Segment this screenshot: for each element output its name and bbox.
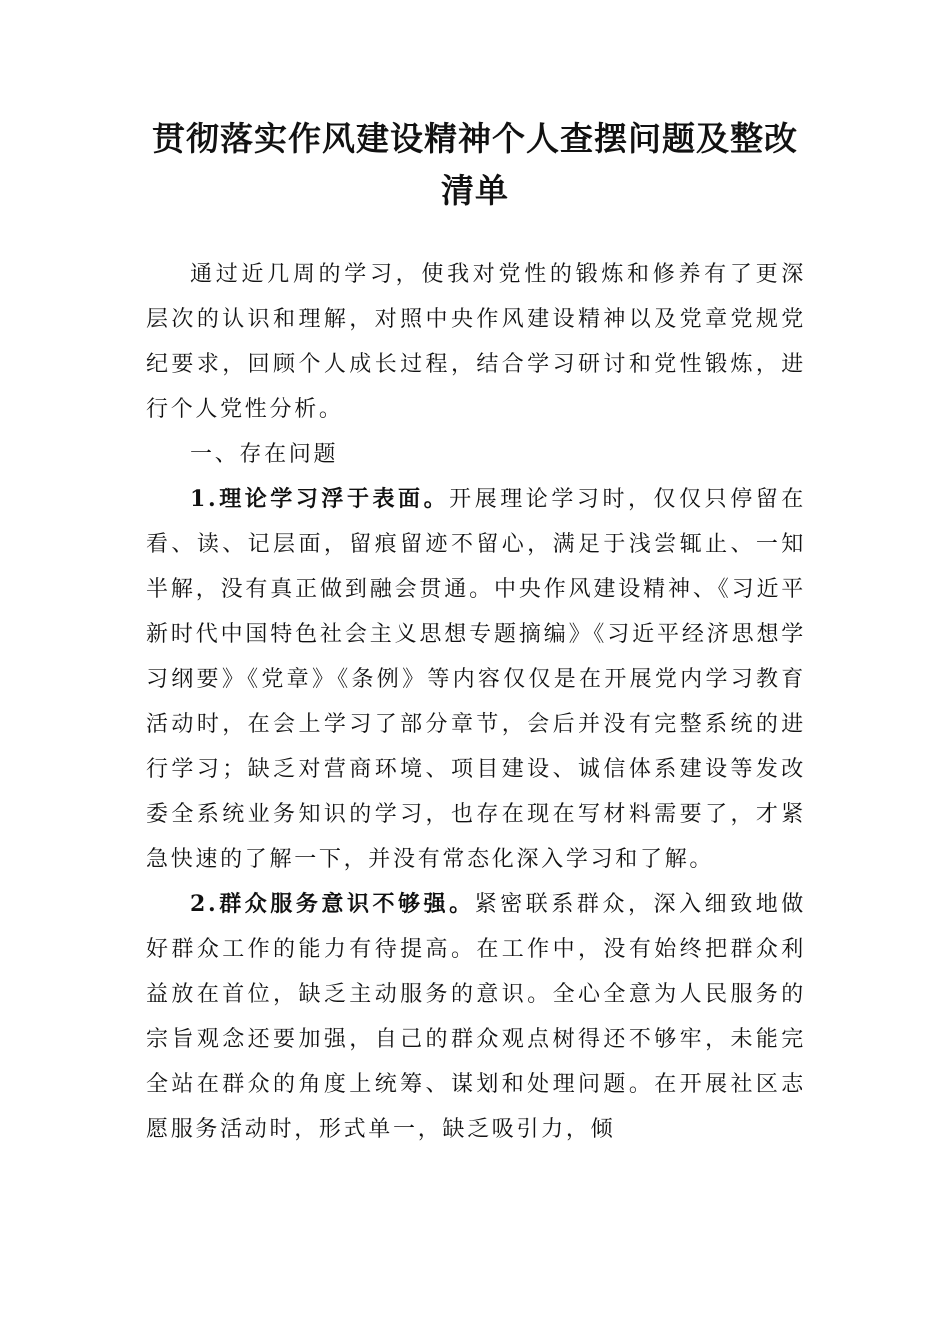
section-heading-problems: 一、存在问题 [190, 442, 339, 467]
document-body [146, 252, 806, 1152]
problem-item-2-text: 紧密联系群众，深入细致地做好群众工作的能力有待提高。在工作中，没有始终把群众利益放在首位，缺乏主动服务的意识。全心全意为人民服务的宗旨观念还要加强，自己的群众观点树得还不够牢，未能完全站在群众的角度上统筹、谋划和处理问题。在开展社区志愿服务活动时，形式单一，缺乏吸引力，倾 [146, 892, 806, 1142]
problem-item-1 [146, 477, 806, 882]
intro-paragraph: 通过近几周的学习，使我对党性的锻炼和修养有了更深层次的认识和理解，对照中央作风建设精神以及党章党规党纪要求，回顾个人成长过程，结合学习研讨和党性锻炼，进行个人党性分析。 [146, 262, 806, 422]
document-title: 贯彻落实作风建设精神个人查摆问题及整改清单 [152, 119, 798, 210]
problem-item-2 [146, 882, 806, 1152]
problem-item-2-lead: 2.群众服务意识不够强。 [190, 891, 475, 917]
problem-item-1-text: 开展理论学习时，仅仅只停留在看、读、记层面，留痕留迹不留心，满足于浅尝辄止、一知半解，没有真正做到融会贯通。中央作风建设精神、《习近平新时代中国特色社会主义思想专题摘编》《习近平经济思想学习纲要》《党章》《条例》等内容仅仅是在开展党内学习教育活动时，在会上学习了部分章节，会后并没有完整系统的进行学习；缺乏对营商环境、项目建设、诚信体系建设等发改委全系统业务知识的学习，也存在现在写材料需要了，才紧急快速的了解一下，并没有常态化深入学习和了解。 [146, 487, 806, 872]
problem-item-1-lead: 1.理论学习浮于表面。 [190, 486, 450, 512]
